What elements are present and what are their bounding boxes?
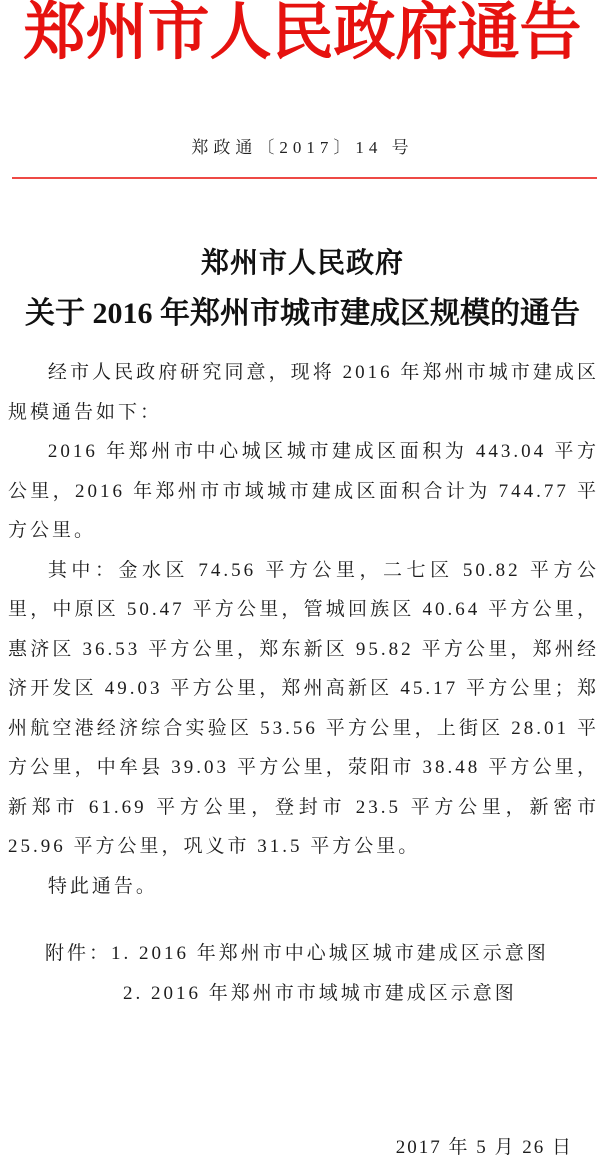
notice-title-block xyxy=(0,239,605,339)
document-number: 郑政通〔2017〕14 号 xyxy=(191,138,414,157)
masthead-title: 郑州市人民政府通告 xyxy=(23,0,582,67)
body-paragraph-intro: 经市人民政府研究同意，现将 2016 年郑州市城市建成区规模通告如下： xyxy=(8,362,599,423)
attachment-item-2: 2. 2016 年郑州市市域城市建成区示意图 xyxy=(123,982,517,1004)
attachments-block xyxy=(8,934,599,1013)
red-divider-line xyxy=(12,177,597,179)
notice-body xyxy=(8,353,599,906)
body-paragraph-closing: 特此通告。 xyxy=(47,875,158,897)
body-paragraph-totals: 2016 年郑州市中心城区城市建成区面积为 443.04 平方公里，2016 年郑州市市域城市建成区面积合计为 744.77 平方公里。 xyxy=(8,441,599,541)
document-date: 2017 年 5 月 26 日 xyxy=(395,1137,573,1158)
attachment-item-1: 附件：1. 2016 年郑州市中心城区城市建成区示意图 xyxy=(45,943,549,964)
body-paragraph-districts: 其中：金水区 74.56 平方公里，二七区 50.82 平方公里，中原区 50.47 平方公里，管城回族区 40.64 平方公里，惠济区 36.53 平方公里，郑东新区 95.82 平方公里，郑州经济开发区 49.03 平方公里，郑州高新区 45.17 平方公里；郑州航空港经济综合实验区 53.56 平方公里，上街区 28.01 平方公里，中牟县 39.03 平方公里，荥阳市 38.48 平方公里，新郑市 61.69 平方公里，登封市 23.5 平方公里，新密市 25.96 平方公里，巩义市 31.5 平方公里。 xyxy=(8,559,599,857)
notice-title-line1: 郑州市人民政府 xyxy=(200,248,404,279)
notice-title-line2: 关于 2016 年郑州市城市建成区规模的通告 xyxy=(25,297,580,330)
